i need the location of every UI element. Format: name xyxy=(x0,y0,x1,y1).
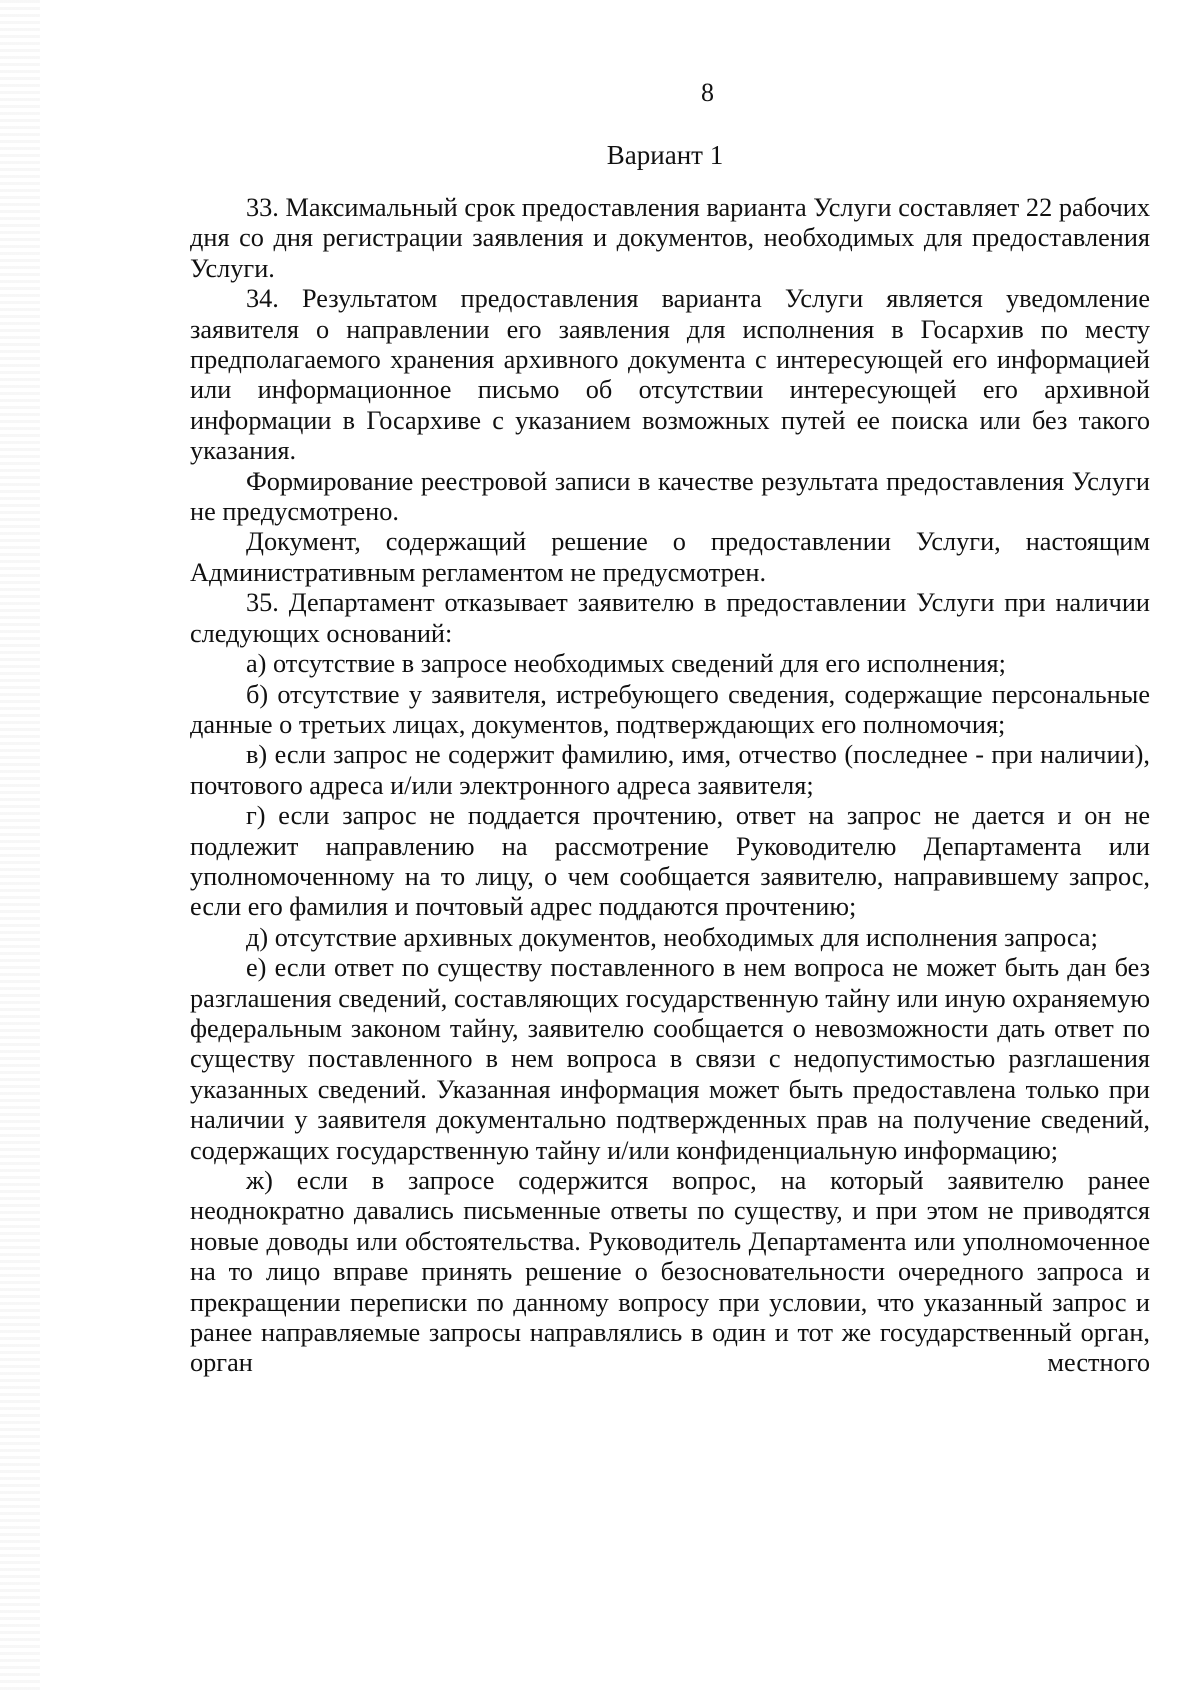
paragraph-33: 33. Максимальный срок предоставления варианта Услуги составляет 22 рабочих дня со дня регистрации заявления и документов, необходимых для предоставления Услуги. xyxy=(190,193,1150,283)
page-number: 8 xyxy=(701,78,714,107)
paragraph-35: 35. Департамент отказывает заявителю в предоставлении Услуги при наличии следующих оснований: xyxy=(190,588,1150,648)
paragraph-registry-record: Формирование реестровой записи в качестве результата предоставления Услуги не предусмотрено. xyxy=(190,466,1150,527)
list-item-g: г) если запрос не поддается прочтению, ответ на запрос не дается и он не подлежит направлению на рассмотрение Руководителю Департамента или уполномоченному на то лицу, о чем сообщается заявителю, направившему запрос, если его фамилия и почтовый адрес поддаются прочтению; xyxy=(190,801,1150,922)
list-item-d: д) отсутствие архивных документов, необходимых для исполнения запроса; xyxy=(246,922,1098,952)
section-heading: Вариант 1 xyxy=(606,140,724,170)
scan-edge-noise xyxy=(0,0,40,1691)
paragraph-decision-document: Документ, содержащий решение о предоставлении Услуги, настоящим Административным регламентом не предусмотрен. xyxy=(190,527,1150,587)
document-body xyxy=(190,193,1150,1379)
list-item-a: а) отсутствие в запросе необходимых сведений для его исполнения; xyxy=(246,649,1006,679)
list-item-e: е) если ответ по существу поставленного в нем вопроса не может быть дан без разглашения сведений, составляющих государственную тайну или иную охраняемую федеральным законом тайну, заявителю сообщается о невозможности дать ответ по существу поставленного в нем вопроса в связи с недопустимостью разглашения указанных сведений. Указанная информация может быть предоставлена только при наличии у заявителя документально подтвержденных прав на получение сведений, содержащих государственную тайну и/или конфиденциальную информацию; xyxy=(190,953,1150,1165)
list-item-zh: ж) если в запросе содержится вопрос, на который заявителю ранее неоднократно давались письменные ответы по существу, и при этом не приводятся новые доводы или обстоятельства. Руководитель Департамента или уполномоченное на то лицо вправе принять решение о безосновательности очередного запроса и прекращении переписки по данному вопросу при условии, что указанный запрос и ранее направляемые запросы направлялись в один и тот же государственный орган, орган местного xyxy=(190,1166,1150,1378)
list-item-b: б) отсутствие у заявителя, истребующего сведения, содержащие персональные данные о третьих лицах, документов, подтверждающих его полномочия; xyxy=(190,679,1150,739)
paragraph-34: 34. Результатом предоставления варианта Услуги является уведомление заявителя о направлении его заявления для исполнения в Госархив по месту предполагаемого хранения архивного документа с интересующей его информацией или информационное письмо об отсутствии интересующей его архивной информации в Госархиве с указанием возможных путей ее поиска или без такого указания. xyxy=(190,284,1150,466)
list-item-v: в) если запрос не содержит фамилию, имя, отчество (последнее - при наличии), почтового адреса и/или электронного адреса заявителя; xyxy=(190,740,1150,800)
